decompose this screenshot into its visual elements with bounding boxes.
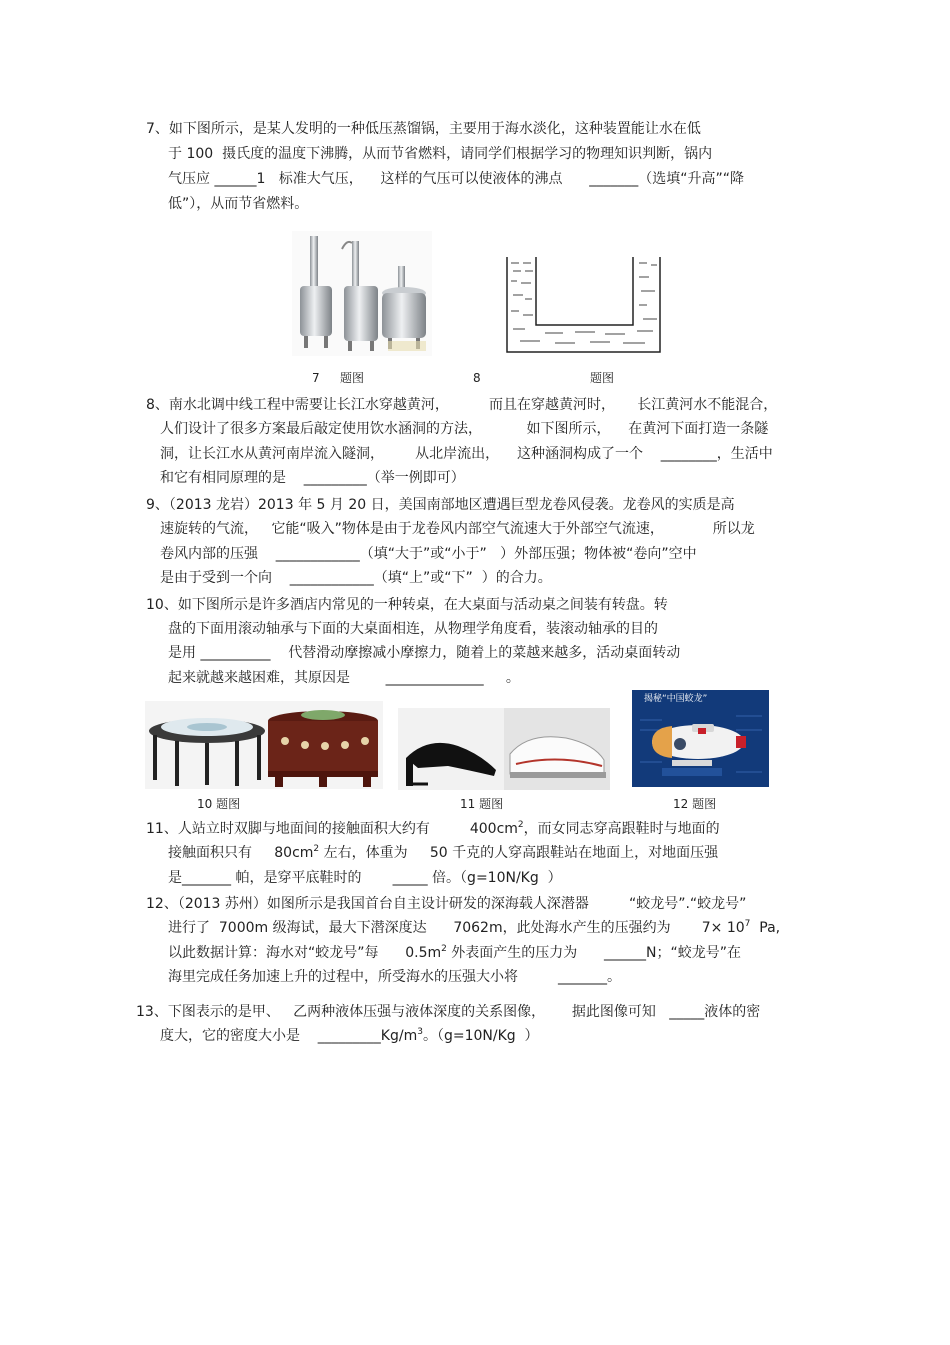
caption-fig7-number: 7: [312, 371, 320, 385]
q12-line-1: 12、（2013 苏州）如图所示是我国首台自主设计研发的深海载人深潜器 “蛟龙号”.“蛟龙号”: [146, 896, 747, 912]
q12-line-4: 海里完成任务加速上升的过程中，所受海水的压强大小将 _______。: [168, 969, 622, 985]
q10-line-2: 盘的下面用滚动轴承与下面的大桌面相连，从物理学角度看，装滚动轴承的目的: [168, 621, 658, 637]
q8-line-2: 人们设计了很多方案最后敲定使用饮水涵洞的方法， 如下图所示， 在黄河下面打造一条隧: [160, 421, 769, 437]
distiller-figure: [292, 231, 432, 356]
q9-line-4: 是由于受到一个向 ____________（填“上”或“下” ）的合力。: [160, 570, 552, 586]
q12-line-3: [168, 944, 741, 962]
culvert-figure: [505, 255, 665, 355]
q7-line-4: 低”），从而节省燃料。: [168, 196, 309, 212]
caption-fig12: 12 题图: [673, 797, 717, 811]
caption-fig8-label: 题图: [590, 371, 615, 385]
q11-line-2-superscript: 2: [313, 844, 320, 854]
q11-line-2: [168, 844, 718, 862]
caption-fig8-number: 8: [473, 371, 481, 385]
q10-line-1: 10、如下图所示是许多酒店内常见的一种转桌，在大桌面与活动桌之间装有转盘。转: [146, 597, 668, 613]
q12-line-3-text-a: 以此数据计算：海水对“蛟龙号”每 0.5m: [168, 945, 442, 961]
q13-line-2-superscript: 3: [417, 1027, 423, 1037]
q8-line-4: 和它有相同原理的是 _________（举一例即可）: [160, 470, 465, 486]
q8-line-1: 8、南水北调中线工程中需要让长江水穿越黄河， 而且在穿越黄河时， 长江黄河水不能混合，: [146, 397, 778, 413]
q12-line-2: [168, 919, 780, 937]
q11-line-3: 是_______ 帕，是穿平底鞋时的 _____ 倍。（g=10N/Kg ）: [168, 870, 562, 886]
q9-line-1: 9、（2013 龙岩）2013 年 5 月 20 日，美国南部地区遭遇巨型龙卷风侵袭。龙卷风的实质是高: [146, 497, 735, 513]
q12-line-3-superscript: 2: [441, 944, 447, 954]
q11-line-1-superscript: 2: [517, 820, 524, 830]
caption-fig7-label: 题图: [340, 371, 365, 385]
caption-fig11: 11 题图: [460, 797, 504, 811]
q11-line-1: [146, 820, 720, 838]
q7-line-3: 气压应 ______1 标准大气压， 这样的气压可以使液体的沸点 _______（选填“升高”“降: [168, 171, 744, 187]
rotating-table-figure: [145, 701, 383, 789]
q9-line-3: 卷风内部的压强 ____________（填“大于”或“小于” ）外部压强；物体被“卷向”空中: [160, 546, 697, 562]
q9-line-2: 速旋转的气流， 它能“吸入”物体是由于龙卷风内部空气流速大于外部空气流速， 所以龙: [160, 521, 755, 537]
submarine-figure: [632, 690, 769, 787]
q13-line-1: 13、下图表示的是甲、 乙两种液体压强与液体深度的关系图像， 据此图像可知 _____液体的密: [136, 1004, 761, 1020]
q7-line-1: 7、如下图所示，是某人发明的一种低压蒸馏锅，主要用于海水淡化，这种装置能让水在低: [146, 121, 701, 137]
q7-line-2: 于 100 摄氏度的温度下沸腾，从而节省燃料，请同学们根据学习的物理知识判断，锅内: [168, 146, 713, 162]
q12-line-3-text-b: 外表面产生的压力为 ______N；“蛟龙号”在: [446, 945, 741, 961]
q8-line-3: 洞，让长江水从黄河南岸流入隧洞， 从北岸流出， 这种涵洞构成了一个 ________，生活中: [160, 446, 773, 462]
q12-line-2-text-a: 进行了 7000m 级海试，最大下潜深度达 7062m，此处海水产生的压强约为 7× 10: [168, 920, 745, 936]
q11-line-1-text-a: 11、人站立时双脚与地面间的接触面积大约有 400cm: [146, 821, 518, 837]
caption-fig10: 10 题图: [197, 797, 241, 811]
q11-line-2-text-b: 左右，体重为 50 千克的人穿高跟鞋站在地面上，对地面压强: [319, 845, 719, 861]
q10-line-3: 是用 __________ 代替滑动摩擦减小摩擦力，随着上的菜越来越多，活动桌面转动: [168, 645, 681, 661]
q10-line-4: 起来就越来越困难，其原因是 ______________ 。: [168, 670, 520, 686]
submarine-banner-text: 揭秘“中国蛟龙”: [644, 694, 708, 704]
q12-line-2-text-b: Pa,: [750, 920, 781, 936]
q12-line-2-superscript: 7: [744, 919, 751, 929]
shoes-figure: [398, 708, 610, 790]
q11-line-2-text-a: 接触面积只有 80cm: [168, 845, 314, 861]
q13-line-2-text-a: 度大，它的密度大小是 _________Kg/m: [160, 1028, 418, 1044]
q13-line-2: [160, 1027, 539, 1045]
q11-line-1-text-b: ，而女同志穿高跟鞋时与地面的: [523, 821, 720, 837]
q13-line-2-text-b: 。（g=10N/Kg ）: [422, 1028, 539, 1044]
